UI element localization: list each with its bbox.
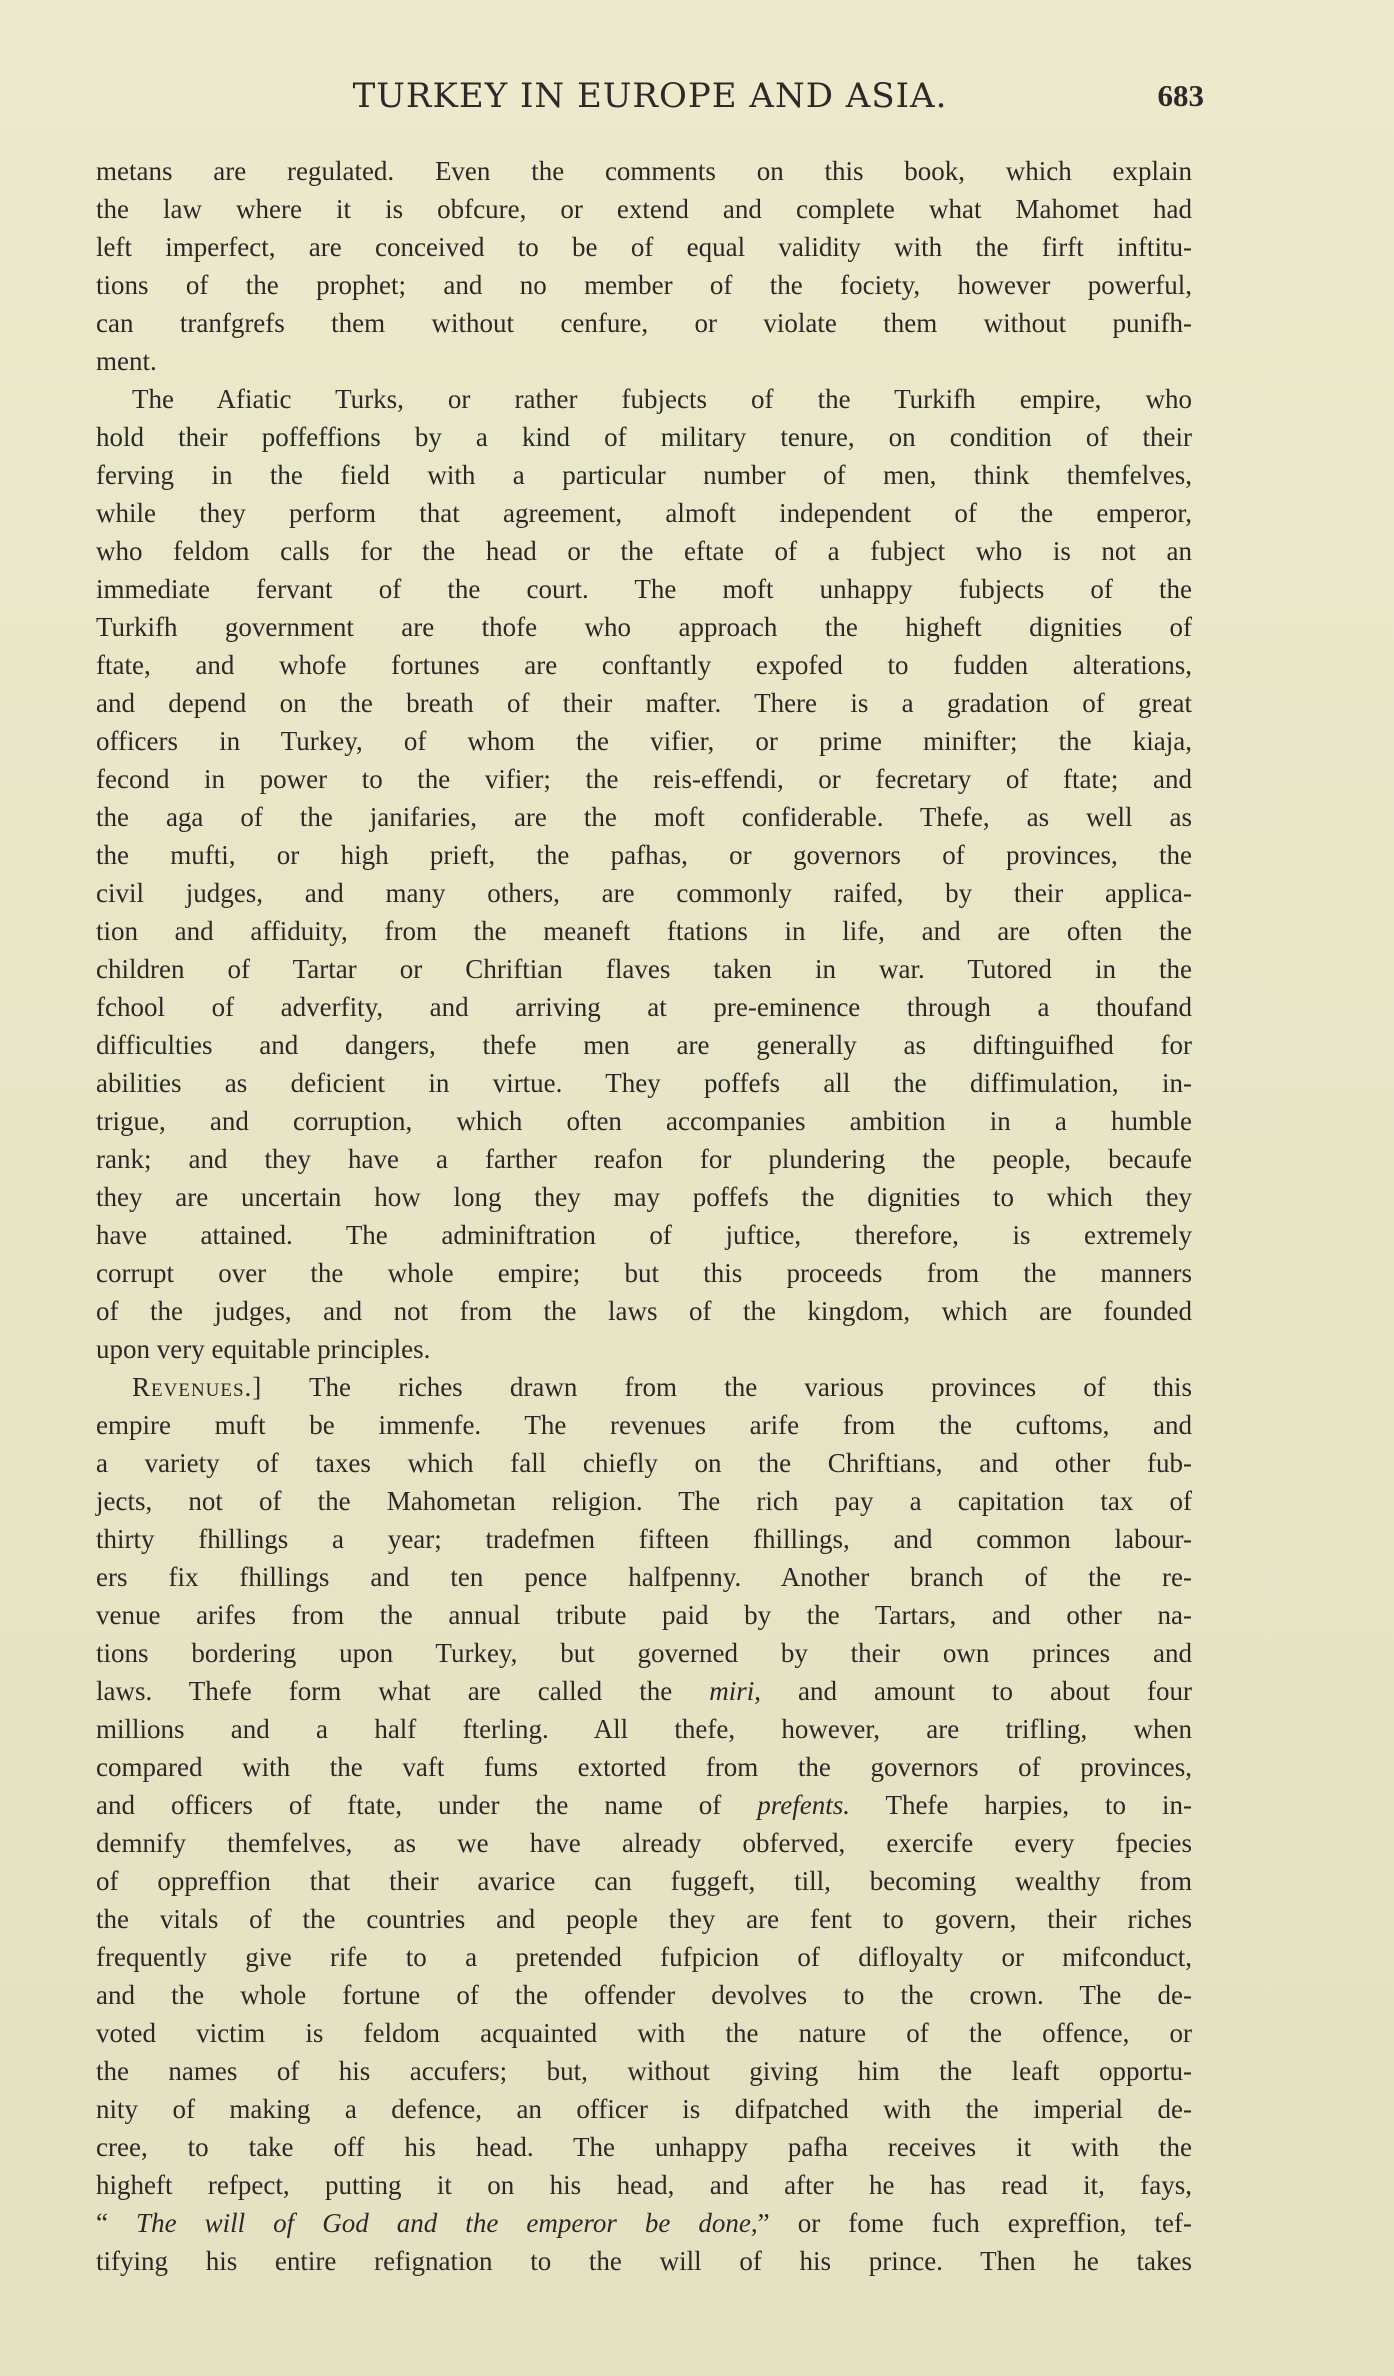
text-line: the aga of the janifaries, are the moft confiderable. Thefe, as well as [96, 802, 1192, 832]
section-heading-revenues: Revenues.] [132, 1372, 263, 1402]
text-line: venue arifes from the annual tribute paid by the Tartars, and other na- [96, 1600, 1192, 1630]
text-line: fecond in power to the vifier; the reis-effendi, or fecretary of ftate; and [96, 764, 1192, 794]
text-line: tions of the prophet; and no member of the fociety, however powerful, [96, 270, 1192, 300]
text-line: frequently give rife to a pretended fufpicion of difloyalty or mifconduct, [96, 1942, 1192, 1972]
text-line: ftate, and whofe fortunes are conftantly expofed to fudden alterations, [96, 650, 1192, 680]
text-line: can tranfgrefs them without cenfure, or violate them without punifh- [96, 308, 1192, 338]
text-fragment: and officers of ftate, under the name of [96, 1790, 758, 1820]
text-line: rank; and they have a farther reafon for plundering the people, becaufe [96, 1144, 1192, 1174]
text-line: nity of making a defence, an officer is difpatched with the imperial de- [96, 2094, 1192, 2124]
italic-quote: The will of God and the emperor be done, [136, 2208, 758, 2238]
text-line: Turkifh government are thofe who approach the higheft dignities of [96, 612, 1192, 642]
quote-line [96, 2204, 1192, 2242]
text-line: ment. [96, 346, 157, 376]
text-line: left imperfect, are conceived to be of equal validity with the firft inftitu- [96, 232, 1192, 262]
text-line: upon very equitable principles. [96, 1334, 431, 1364]
text-line: jects, not of the Mahometan religion. The rich pay a capitation tax of [96, 1486, 1192, 1516]
page-header [96, 70, 1204, 130]
text-line: thirty fhillings a year; tradefmen fifteen fhillings, and common labour- [96, 1524, 1192, 1554]
revenues-line [96, 1368, 1192, 1406]
text-line: abilities as deficient in virtue. They poffefs all the diffimulation, in- [96, 1068, 1192, 1098]
text-fragment: ” or fome fuch expreffion, tef- [757, 2208, 1193, 2238]
text-line: voted victim is feldom acquainted with the nature of the offence, or [96, 2018, 1192, 2048]
text-line: trigue, and corruption, which often accompanies ambition in a humble [96, 1106, 1192, 1136]
running-title: TURKEY IN EUROPE AND ASIA. [352, 76, 948, 116]
text-line: the mufti, or high prieft, the pafhas, or governors of provinces, the [96, 840, 1192, 870]
text-fragment: Thefe harpies, to in- [849, 1790, 1192, 1820]
text-line: corrupt over the whole empire; but this proceeds from the manners [96, 1258, 1192, 1288]
italic-term-miri: miri [709, 1676, 755, 1706]
text-line: immediate fervant of the court. The moft unhappy fubjects of the [96, 574, 1192, 604]
text-line: and depend on the breath of their mafter. There is a gradation of great [96, 688, 1192, 718]
text-line: millions and a half fterling. All thefe, however, are trifling, when [96, 1714, 1192, 1744]
text-line: fchool of adverfity, and arriving at pre-eminence through a thoufand [96, 992, 1192, 1022]
miri-line [96, 1672, 1192, 1710]
text-line: the vitals of the countries and people they are fent to govern, their riches [96, 1904, 1192, 1934]
text-line: the law where it is obfcure, or extend and complete what Mahomet had [96, 194, 1192, 224]
text-line: compared with the vaft fums extorted from the governors of provinces, [96, 1752, 1192, 1782]
text-line: of the judges, and not from the laws of the kingdom, which are founded [96, 1296, 1192, 1326]
text-fragment: The riches drawn from the various provinces of this [309, 1372, 1192, 1402]
text-line: ferving in the field with a particular number of men, think themfelves, [96, 460, 1192, 490]
text-line: they are uncertain how long they may poffefs the dignities to which they [96, 1182, 1192, 1212]
text-fragment: , and amount to about four [754, 1676, 1192, 1706]
page-number: 683 [1157, 78, 1204, 113]
text-line: empire muft be immenfe. The revenues arife from the cuftoms, and [96, 1410, 1192, 1440]
text-line: hold their poffeffions by a kind of military tenure, on condition of their [96, 422, 1192, 452]
text-fragment: “ [96, 2208, 137, 2238]
text-line: the names of his accufers; but, without giving him the leaft opportu- [96, 2056, 1192, 2086]
text-line: while they perform that agreement, almoft independent of the emperor, [96, 498, 1192, 528]
text-line: tifying his entire refignation to the will of his prince. Then he takes [96, 2246, 1192, 2276]
text-line: officers in Turkey, of whom the vifier, or prime minifter; the kiaja, [96, 726, 1192, 756]
text-line: children of Tartar or Chriftian flaves taken in war. Tutored in the [96, 954, 1192, 984]
text-line: demnify themfelves, as we have already obferved, exercife every fpecies [96, 1828, 1192, 1858]
body-text [96, 152, 1192, 2280]
text-line: tion and affiduity, from the meaneft ftations in life, and are often the [96, 916, 1192, 946]
text-line: higheft refpect, putting it on his head, and after he has read it, fays, [96, 2170, 1192, 2200]
presents-line [96, 1786, 1192, 1824]
text-line: who feldom calls for the head or the eftate of a fubject who is not an [96, 536, 1192, 566]
text-line: a variety of taxes which fall chiefly on the Chriftians, and other fub- [96, 1448, 1192, 1478]
text-line: and the whole fortune of the offender devolves to the crown. The de- [96, 1980, 1192, 2010]
text-line: metans are regulated. Even the comments on this book, which explain [96, 156, 1192, 186]
text-line: of oppreffion that their avarice can fuggeft, till, becoming wealthy from [96, 1866, 1192, 1896]
text-line: tions bordering upon Turkey, but governed by their own princes and [96, 1638, 1192, 1668]
italic-term-presents: prefents. [757, 1790, 850, 1820]
text-fragment: laws. Thefe form what are called the [96, 1676, 710, 1706]
text-line: The Afiatic Turks, or rather fubjects of the Turkifh empire, who [132, 384, 1192, 414]
text-line: ers fix fhillings and ten pence halfpenny. Another branch of the re- [96, 1562, 1192, 1592]
text-line: have attained. The adminiftration of juftice, therefore, is extremely [96, 1220, 1192, 1250]
text-line: difficulties and dangers, thefe men are generally as diftinguifhed for [96, 1030, 1192, 1060]
text-line: civil judges, and many others, are commonly raifed, by their applica- [96, 878, 1192, 908]
text-line: cree, to take off his head. The unhappy pafha receives it with the [96, 2132, 1192, 2162]
